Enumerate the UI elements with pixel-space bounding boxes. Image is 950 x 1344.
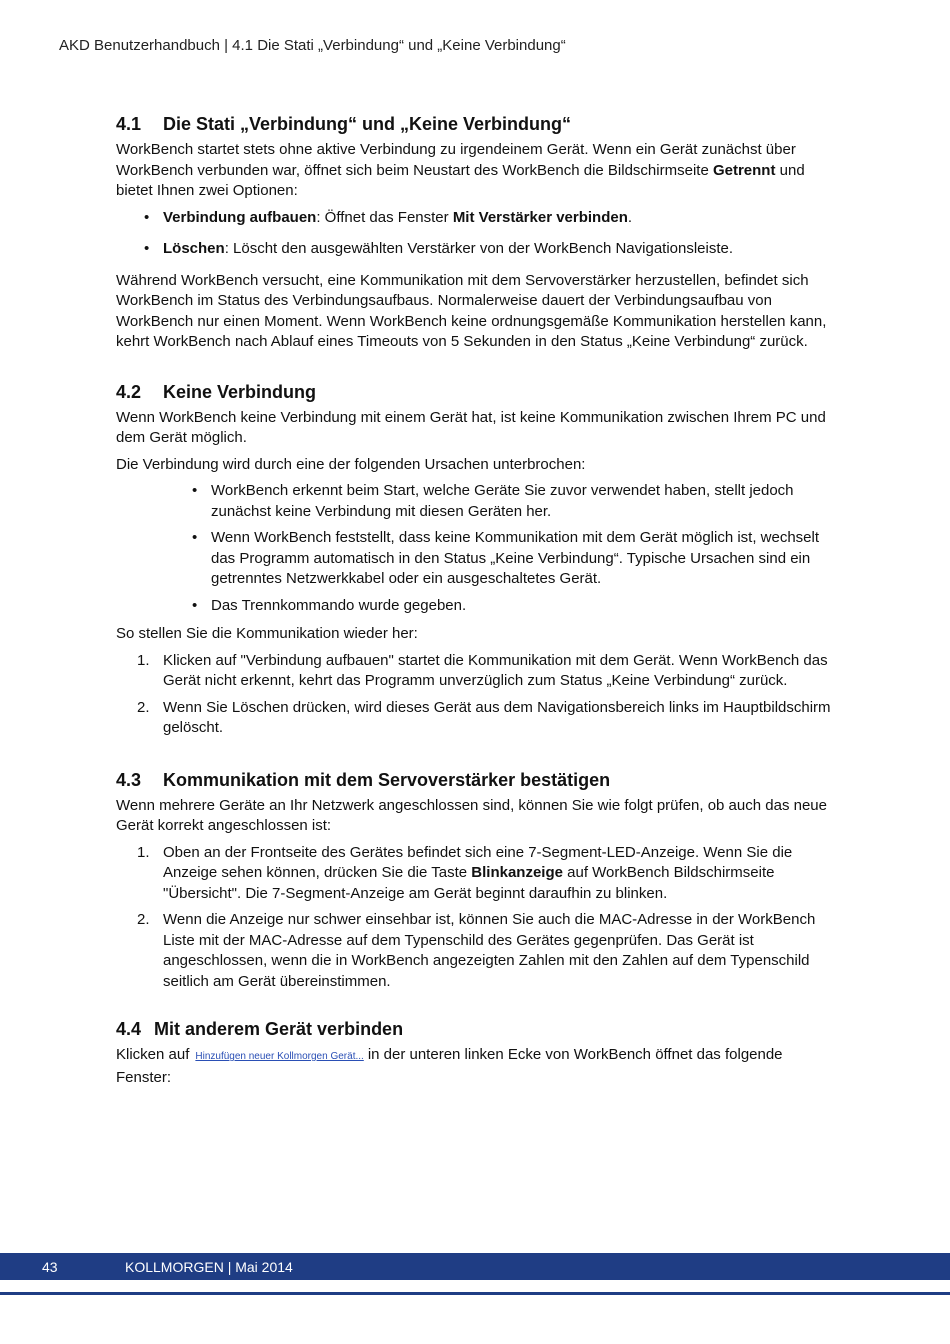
text-run: : Öffnet das Fenster	[316, 208, 453, 226]
bold-term: Löschen	[163, 240, 225, 257]
step-item	[116, 843, 836, 905]
section-number: 4.1	[116, 114, 142, 134]
add-device-link[interactable]: Hinzufügen neuer Kollmorgen Gerät...	[195, 1051, 364, 1062]
bold-term: Verbindung aufbauen	[163, 208, 317, 226]
bullet-icon: •	[192, 529, 198, 546]
section-heading	[116, 113, 836, 135]
bold-term: Mit Verstärker verbinden	[452, 208, 628, 226]
section-number: 4.3	[116, 769, 142, 790]
text-run: und bietet Ihnen zwei Optionen:	[116, 161, 805, 199]
section-heading	[116, 1018, 836, 1040]
step-number: 1.	[137, 843, 150, 861]
list-item	[116, 528, 836, 590]
bullet-icon: •	[192, 482, 198, 499]
list-item	[116, 596, 836, 617]
step-item	[116, 698, 836, 739]
section-heading	[116, 769, 836, 791]
section-title: Kommunikation mit dem Servoverstärker bestätigen	[163, 769, 611, 790]
footer-brand: KOLLMORGEN | Mai 2014	[125, 1259, 293, 1275]
text-run: WorkBench startet stets ohne aktive Verbindung zu irgendeinem Gerät. Wenn ein Gerät zunächst über WorkBench verbunden war, öffnet sich beim Neustart des WorkBench die Bildschirmseite	[116, 141, 796, 179]
bold-term: Blinkanzeige	[471, 864, 563, 881]
text-run: .	[627, 208, 633, 226]
section-number: 4.2	[116, 381, 142, 402]
page-number: 43	[42, 1259, 58, 1275]
section-4-1	[116, 113, 836, 353]
section-4-3	[116, 769, 836, 993]
text-run: Oben an der Frontseite des Gerätes befindet sich eine 7-Segment-LED-Anzeige. Wenn Sie die Anzeige sehen können, drücken Sie die Taste	[163, 843, 793, 881]
step-number: 2.	[137, 911, 150, 928]
list-item-text: Das Trennkommando wurde gegeben.	[211, 596, 467, 614]
paragraph	[116, 140, 836, 202]
step-text: Wenn die Anzeige nur schwer einsehbar ist, können Sie auch die MAC-Adresse in der WorkBench Liste mit der MAC-Adresse auf dem Typenschild des Gerätes gegenprüfen. Das Gerät ist angeschlossen, wenn die in WorkBench angezeigten Zahlen mit den Zahlen auf dem Typenschild seitlich am Gerät übereinstimmen.	[163, 911, 816, 990]
paragraph: Die Verbindung wird durch eine der folgenden Ursachen unterbrochen:	[116, 455, 586, 473]
section-number: 4.4	[116, 1019, 142, 1039]
section-heading	[116, 381, 836, 403]
bullet-icon: •	[144, 208, 150, 226]
paragraph: Während WorkBench versucht, eine Kommunikation mit dem Servoverstärker herzustellen, befindet sich WorkBench im Status des Verbindungsaufbaus. Normalerweise dauert der Verbindungsaufbau von WorkBench nur einen Moment. Wenn WorkBench keine ordnungsgemäße Kommunikation herstellen kann, kehrt WorkBench nach Ablauf eines Timeouts von 5 Sekunden in den Status „Keine Verbindung“ zurück.	[116, 271, 827, 350]
step-number: 1.	[137, 651, 150, 669]
text-run: Klicken auf	[116, 1046, 190, 1063]
list-item	[116, 481, 836, 522]
step-text: Wenn Sie Löschen drücken, wird dieses Gerät aus dem Navigationsbereich links im Hauptbildschirm gelöscht.	[163, 698, 831, 736]
running-header: AKD Benutzerhandbuch | 4.1 Die Stati „Verbindung“ und „Keine Verbindung“	[59, 37, 566, 54]
list-item	[116, 239, 836, 260]
step-item	[116, 651, 836, 692]
section-title: Keine Verbindung	[163, 381, 317, 402]
bullet-icon: •	[192, 596, 198, 614]
list-item-text: WorkBench erkennt beim Start, welche Geräte Sie zuvor verwendet haben, stellt jedoch zunächst keine Verbindung mit diesen Geräten her.	[211, 482, 794, 520]
bullet-icon: •	[144, 240, 150, 257]
paragraph	[116, 1045, 836, 1088]
text-run: auf WorkBench Bildschirmseite "Übersicht". Die 7-Segment-Anzeige am Gerät beginnt daraufhin zu blinken.	[163, 864, 775, 902]
paragraph: So stellen Sie die Kommunikation wieder her:	[116, 625, 418, 642]
paragraph: Wenn mehrere Geräte an Ihr Netzwerk angeschlossen sind, können Sie wie folgt prüfen, ob auch das neue Gerät korrekt angeschlossen ist:	[116, 796, 827, 834]
list-item	[116, 208, 836, 229]
section-title: Mit anderem Gerät verbinden	[154, 1019, 404, 1039]
section-4-4	[116, 1018, 836, 1088]
step-item	[116, 910, 836, 992]
options-list	[116, 208, 836, 260]
step-number: 2.	[137, 698, 150, 716]
text-run: in der unteren linken Ecke von WorkBench öffnet das folgende Fenster:	[116, 1046, 783, 1086]
list-item-text: Wenn WorkBench feststellt, dass keine Kommunikation mit dem Gerät möglich ist, wechselt das Programm automatisch in den Status „Keine Verbindung“. Typische Ursachen sind ein getrenntes Netzwerkkabel oder ein ausgeschaltetes Gerät.	[211, 529, 820, 587]
verify-steps	[116, 843, 836, 993]
restore-steps	[116, 651, 836, 739]
footer-bar	[0, 1253, 950, 1280]
section-4-2	[116, 381, 836, 739]
footer-divider	[0, 1292, 950, 1295]
causes-list	[116, 481, 836, 616]
paragraph: Wenn WorkBench keine Verbindung mit einem Gerät hat, ist keine Kommunikation zwischen Ihrem PC und dem Gerät möglich.	[116, 408, 826, 446]
page-content	[116, 113, 836, 1094]
bold-term: Getrennt	[712, 161, 776, 179]
text-run: : Löscht den ausgewählten Verstärker von der WorkBench Navigationsleiste.	[224, 240, 734, 257]
step-text: Klicken auf "Verbindung aufbauen" startet die Kommunikation mit dem Gerät. Wenn WorkBench das Gerät nicht erkennt, kehrt das Programm unverzüglich zum Status „Keine Verbindung“ zurück.	[163, 651, 828, 689]
section-title: Die Stati „Verbindung“ und „Keine Verbindung“	[163, 114, 572, 134]
